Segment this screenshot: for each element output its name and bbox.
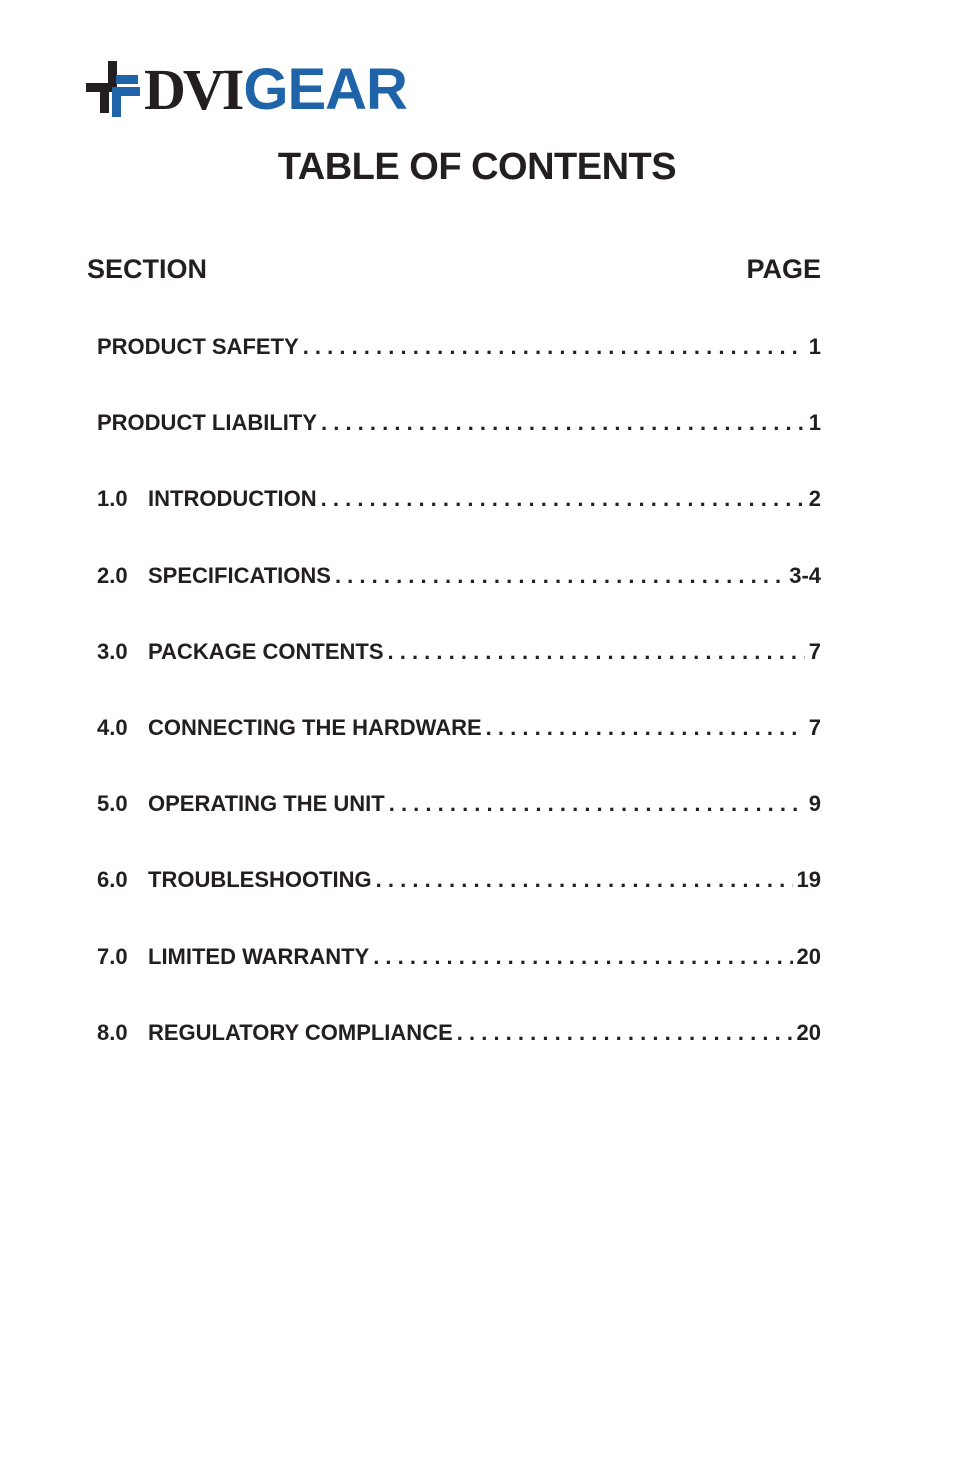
toc-entry-label: CONNECTING THE HARDWARE: [148, 714, 482, 740]
logo-text-dvi: DVI: [144, 57, 242, 122]
toc-entry-page: 19: [796, 867, 821, 893]
page-column-header: PAGE: [746, 254, 821, 284]
toc-entry[interactable]: [97, 867, 821, 943]
toc-entry-page: 1: [808, 334, 821, 359]
toc-entry-number: 4.0: [97, 714, 128, 740]
toc-entry-page: 1: [808, 410, 821, 436]
toc-entry-label: INTRODUCTION: [148, 486, 317, 512]
toc-entry-label: TROUBLESHOOTING: [148, 867, 372, 893]
toc-entry-number: 1.0: [97, 486, 128, 512]
toc-entry-page: 7: [808, 638, 821, 664]
section-column-header: SECTION: [87, 254, 208, 284]
dot-leader: [331, 563, 785, 589]
dot-leader: [372, 867, 793, 893]
toc-entry-label: SPECIFICATIONS: [148, 562, 331, 588]
dvigear-logo: [86, 58, 407, 120]
toc-entry[interactable]: [97, 486, 821, 562]
toc-entry[interactable]: [97, 639, 821, 715]
dot-leader: [369, 944, 792, 970]
cross-logo-icon: [86, 61, 140, 117]
dot-leader: [453, 1020, 793, 1046]
toc-entry-page: 9: [808, 791, 821, 817]
toc-entry-label: OPERATING THE UNIT: [148, 791, 385, 817]
toc-entry-page: 3-4: [789, 562, 821, 588]
dot-leader: [299, 334, 805, 360]
toc-entry-number: 8.0: [97, 1019, 128, 1045]
toc-entry-number: 6.0: [97, 867, 128, 893]
toc-entry[interactable]: [97, 715, 821, 791]
dot-leader: [384, 639, 805, 665]
dot-leader: [385, 791, 805, 817]
toc-list: [97, 334, 821, 1096]
toc-entry-page: 20: [796, 1019, 821, 1045]
toc-entry-label: PACKAGE CONTENTS: [148, 638, 384, 664]
toc-entry-label: REGULATORY COMPLIANCE: [148, 1019, 453, 1045]
toc-entry-label: PRODUCT SAFETY: [97, 334, 299, 359]
toc-entry[interactable]: [97, 791, 821, 867]
toc-entry[interactable]: [97, 563, 821, 639]
toc-entry[interactable]: [97, 944, 821, 1020]
toc-entry-number: 7.0: [97, 943, 128, 969]
toc-entry-number: 2.0: [97, 562, 128, 588]
dot-leader: [482, 715, 805, 741]
toc-entry[interactable]: [97, 1020, 821, 1096]
dot-leader: [317, 410, 805, 436]
toc-entry-page: 7: [808, 714, 821, 740]
toc-entry-label: LIMITED WARRANTY: [148, 943, 370, 969]
toc-entry-label: PRODUCT LIABILITY: [97, 410, 317, 436]
toc-entry[interactable]: [97, 334, 821, 410]
page-title: TABLE OF CONTENTS: [277, 146, 677, 188]
toc-entry-number: 5.0: [97, 791, 128, 817]
logo-text-gear: GEAR: [243, 57, 407, 122]
toc-entry-page: 2: [808, 486, 821, 512]
dot-leader: [317, 486, 805, 512]
toc-entry-number: 3.0: [97, 638, 128, 664]
toc-entry[interactable]: [97, 410, 821, 486]
toc-entry-page: 20: [796, 943, 821, 969]
logo-wordmark: [144, 57, 407, 122]
